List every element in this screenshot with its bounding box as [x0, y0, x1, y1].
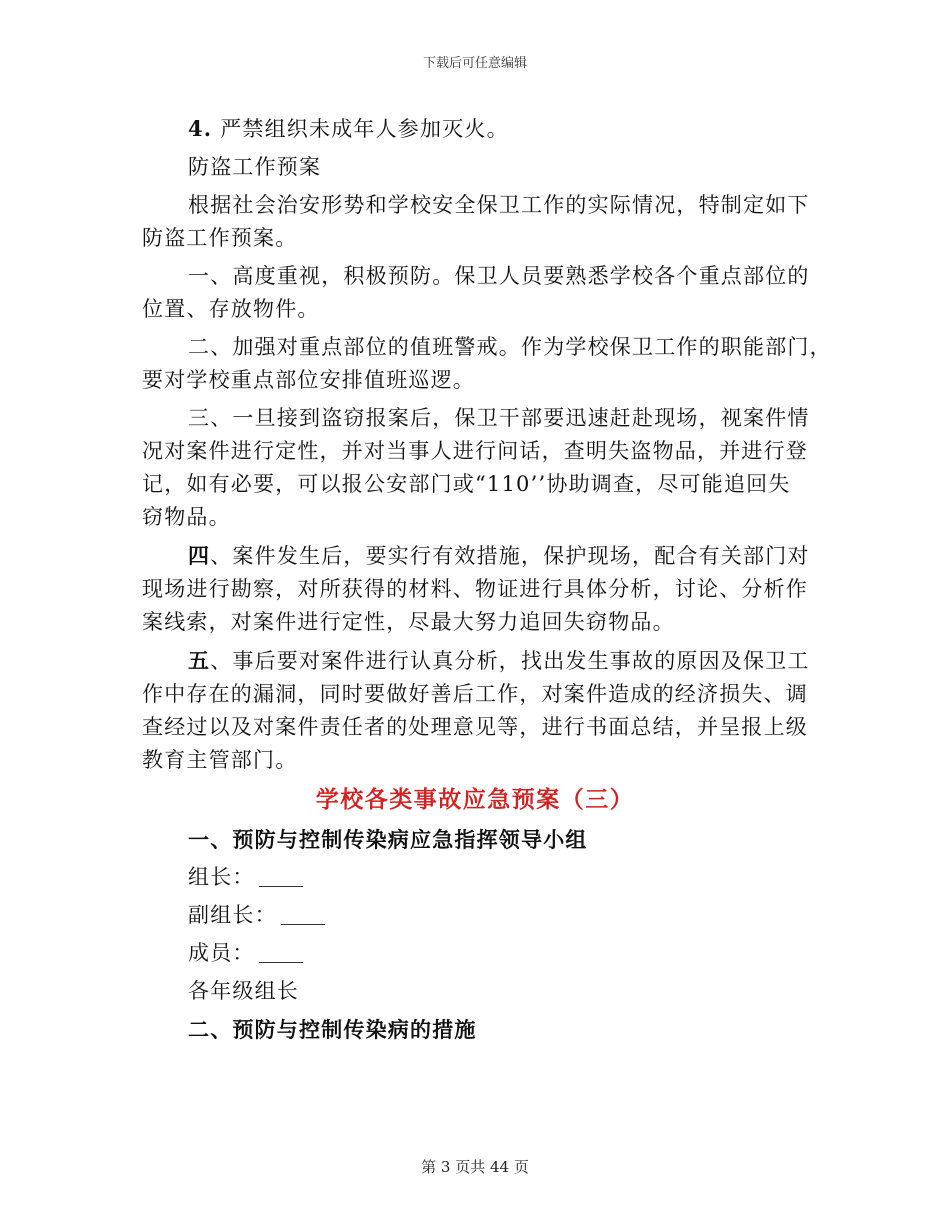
- leader-row: [142, 861, 808, 894]
- paragraph-two: [142, 331, 832, 397]
- text-line: 根据社会治安形势和学校安全保卫工作的实际情况，特制定如下: [188, 193, 810, 217]
- text-line: 二、加强对重点部位的值班警戒。作为学校保卫工作的职能部门，: [188, 335, 832, 359]
- paragraph-item-4: [142, 112, 808, 146]
- paragraph-four: [142, 539, 808, 639]
- vice-leader-label: 副组长：: [188, 903, 277, 927]
- text-line: 作中存在的漏洞，同时要做好善后工作，对案件造成的经济损失、调: [142, 682, 808, 706]
- line-text: 、案件发生后，要实行有效措施，保护现场，配合有关部门对: [210, 544, 810, 568]
- text-line: 三、一旦接到盗窃报案后，保卫干部要迅速赶赴现场，视案件情: [188, 406, 810, 430]
- line-text: 、事后要对案件进行认真分析，找出发生事故的原因及保卫工: [210, 649, 810, 673]
- text-line: 查经过以及对案件责任者的处理意见等，进行书面总结，并呈报上级: [142, 715, 808, 739]
- text-line: 窃物品。: [142, 505, 231, 529]
- paragraph-five: [142, 644, 808, 777]
- section-heading-one: 一、预防与控制传染病应急指挥领导小组: [188, 827, 588, 852]
- page-footer: 第 3 页共 44 页: [421, 1158, 529, 1176]
- paragraph-intro: [142, 189, 808, 255]
- leader-blank: [259, 866, 303, 887]
- text-line: 位置、存放物件。: [142, 297, 320, 321]
- text-line: [142, 539, 808, 573]
- page-header: 下载后可任意编辑: [422, 56, 527, 71]
- paragraph-one: [142, 260, 808, 326]
- text-line: 防盗工作预案。: [142, 226, 298, 250]
- item-text: 严禁组织未成年人参加灭火。: [212, 117, 509, 141]
- subheading-anti-theft: 防盗工作预案: [188, 155, 322, 179]
- text-line: 现场进行勘察，对所获得的材料、物证进行具体分析，讨论、分析作: [142, 577, 808, 601]
- text-line: 记，如有必要，可以报公安部门或“110’’协助调查，尽可能追回失: [142, 472, 791, 496]
- member-label: 成员：: [188, 941, 255, 965]
- section-title: 学校各类事故应急预案（三）: [315, 786, 635, 813]
- item-number: 4.: [188, 116, 213, 141]
- text-line: 教育主管部门。: [142, 748, 298, 772]
- numeral-four: 四: [188, 543, 211, 568]
- member-row: [142, 937, 808, 970]
- section-heading-two: 二、预防与控制传染病的措施: [188, 1017, 477, 1042]
- text-line: 况对案件进行定性，并对当事人进行问话，查明失盗物品，并进行登: [142, 439, 808, 463]
- grade-leaders-line: 各年级组长: [188, 979, 299, 1003]
- numeral-five: 五: [188, 648, 211, 673]
- member-blank: [259, 942, 303, 963]
- text-line: 一、高度重视，积极预防。保卫人员要熟悉学校各个重点部位的: [188, 264, 810, 288]
- paragraph-three: [142, 402, 808, 534]
- text-line: [142, 644, 808, 678]
- vice-leader-row: [142, 899, 808, 932]
- leader-label: 组长：: [188, 865, 255, 889]
- vice-leader-blank: [281, 904, 325, 925]
- text-line: 要对学校重点部位安排值班巡逻。: [142, 368, 475, 392]
- document-body: [142, 112, 832, 1051]
- text-line: 案线索，对案件进行定性，尽最大努力追回失窃物品。: [142, 610, 675, 634]
